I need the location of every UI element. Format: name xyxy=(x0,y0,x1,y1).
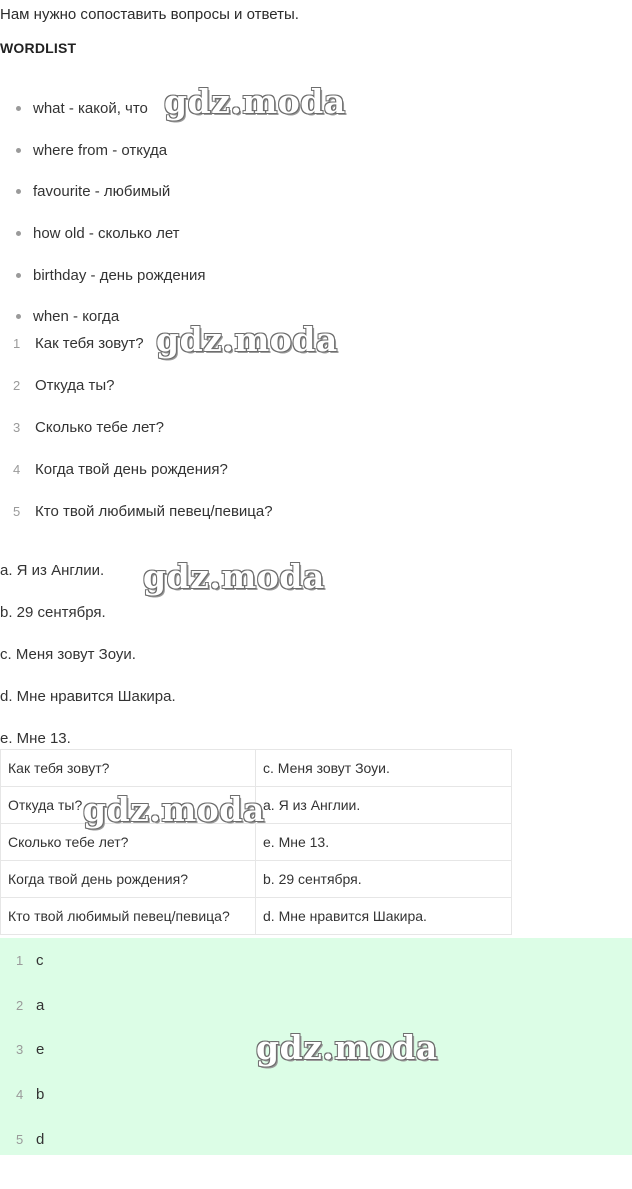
watermark-logo: gdz.moda xyxy=(83,790,265,829)
answer-line: a. Я из Англии. xyxy=(0,562,105,580)
wordlist-heading: WORDLIST xyxy=(0,40,77,56)
list-item xyxy=(0,448,273,490)
list-item xyxy=(0,254,206,296)
list-item xyxy=(0,213,206,255)
list-item xyxy=(0,323,273,365)
table-cell-question: Когда твой день рождения? xyxy=(1,861,256,898)
wordlist-entry: where from - откуда xyxy=(33,141,168,159)
list-item xyxy=(0,88,206,130)
question-text: Кто твой любимый певец/певица? xyxy=(35,502,273,520)
item-number: 2 xyxy=(16,997,24,1013)
table-row xyxy=(1,750,512,787)
item-number: 4 xyxy=(16,1087,24,1103)
question-text: Когда твой день рождения? xyxy=(35,460,228,478)
list-item xyxy=(0,1117,44,1162)
intro-text: Нам нужно сопоставить вопросы и ответы. xyxy=(0,6,299,23)
bullet-icon xyxy=(16,273,21,278)
list-item xyxy=(0,365,273,407)
table-cell-question: Откуда ты? xyxy=(1,787,256,824)
wordlist-entry: how old - сколько лет xyxy=(33,225,180,243)
result-letter: e xyxy=(36,1041,45,1059)
watermark-logo: gdz.moda xyxy=(256,1028,438,1067)
watermark-logo: gdz.moda xyxy=(143,557,325,596)
item-number: 5 xyxy=(13,503,21,519)
question-text: Сколько тебе лет? xyxy=(35,418,165,436)
item-number: 4 xyxy=(13,461,21,477)
list-item xyxy=(0,1072,44,1117)
result-list xyxy=(0,938,44,1162)
answer-line: d. Мне нравится Шакира. xyxy=(0,687,176,705)
table-cell-answer: a. Я из Англии. xyxy=(256,787,512,824)
table-cell-question: Кто твой любимый певец/певица? xyxy=(1,898,256,935)
wordlist-entry: when - когда xyxy=(33,308,120,326)
table-row xyxy=(1,861,512,898)
watermark-logo: gdz.moda xyxy=(164,82,346,121)
result-letter: c xyxy=(36,951,44,969)
wordlist-entry: what - какой, что xyxy=(33,100,148,118)
list-item xyxy=(0,490,273,532)
answer-line: c. Меня зовут Зоуи. xyxy=(0,645,136,663)
list-item xyxy=(0,983,44,1028)
list-item xyxy=(0,407,273,449)
wordlist xyxy=(0,88,206,338)
table-cell-answer: d. Мне нравится Шакира. xyxy=(256,898,512,935)
bullet-icon xyxy=(16,148,21,153)
table-row xyxy=(1,898,512,935)
table-cell-question: Сколько тебе лет? xyxy=(1,824,256,861)
list-item xyxy=(0,1028,44,1073)
answer-list xyxy=(0,550,176,759)
table-cell-answer: e. Мне 13. xyxy=(256,824,512,861)
wordlist-entry: birthday - день рождения xyxy=(33,266,206,284)
item-number: 1 xyxy=(13,336,21,352)
result-box xyxy=(0,938,632,1155)
bullet-icon xyxy=(16,231,21,236)
answer-line: b. 29 сентября. xyxy=(0,604,106,622)
table-cell-question: Как тебя зовут? xyxy=(1,750,256,787)
watermark-logo: gdz.moda xyxy=(156,320,338,359)
item-number: 2 xyxy=(13,378,21,394)
match-table xyxy=(0,749,512,935)
item-number: 3 xyxy=(13,419,21,435)
question-list xyxy=(0,323,273,532)
list-item xyxy=(0,130,206,172)
bullet-icon xyxy=(16,189,21,194)
item-number: 3 xyxy=(16,1042,24,1058)
list-item xyxy=(0,171,206,213)
item-number: 5 xyxy=(16,1132,24,1148)
bullet-icon xyxy=(16,106,21,111)
table-cell-answer: b. 29 сентября. xyxy=(256,861,512,898)
result-letter: a xyxy=(36,996,45,1014)
bullet-icon xyxy=(16,314,21,319)
wordlist-entry: favourite - любимый xyxy=(33,183,171,201)
question-text: Откуда ты? xyxy=(35,377,115,395)
result-letter: d xyxy=(36,1131,45,1149)
item-number: 1 xyxy=(16,952,24,968)
question-text: Как тебя зовут? xyxy=(35,335,144,353)
table-cell-answer: c. Меня зовут Зоуи. xyxy=(256,750,512,787)
result-letter: b xyxy=(36,1086,45,1104)
list-item xyxy=(0,938,44,983)
table-row xyxy=(1,787,512,824)
answer-line: e. Мне 13. xyxy=(0,729,71,747)
table-row xyxy=(1,824,512,861)
